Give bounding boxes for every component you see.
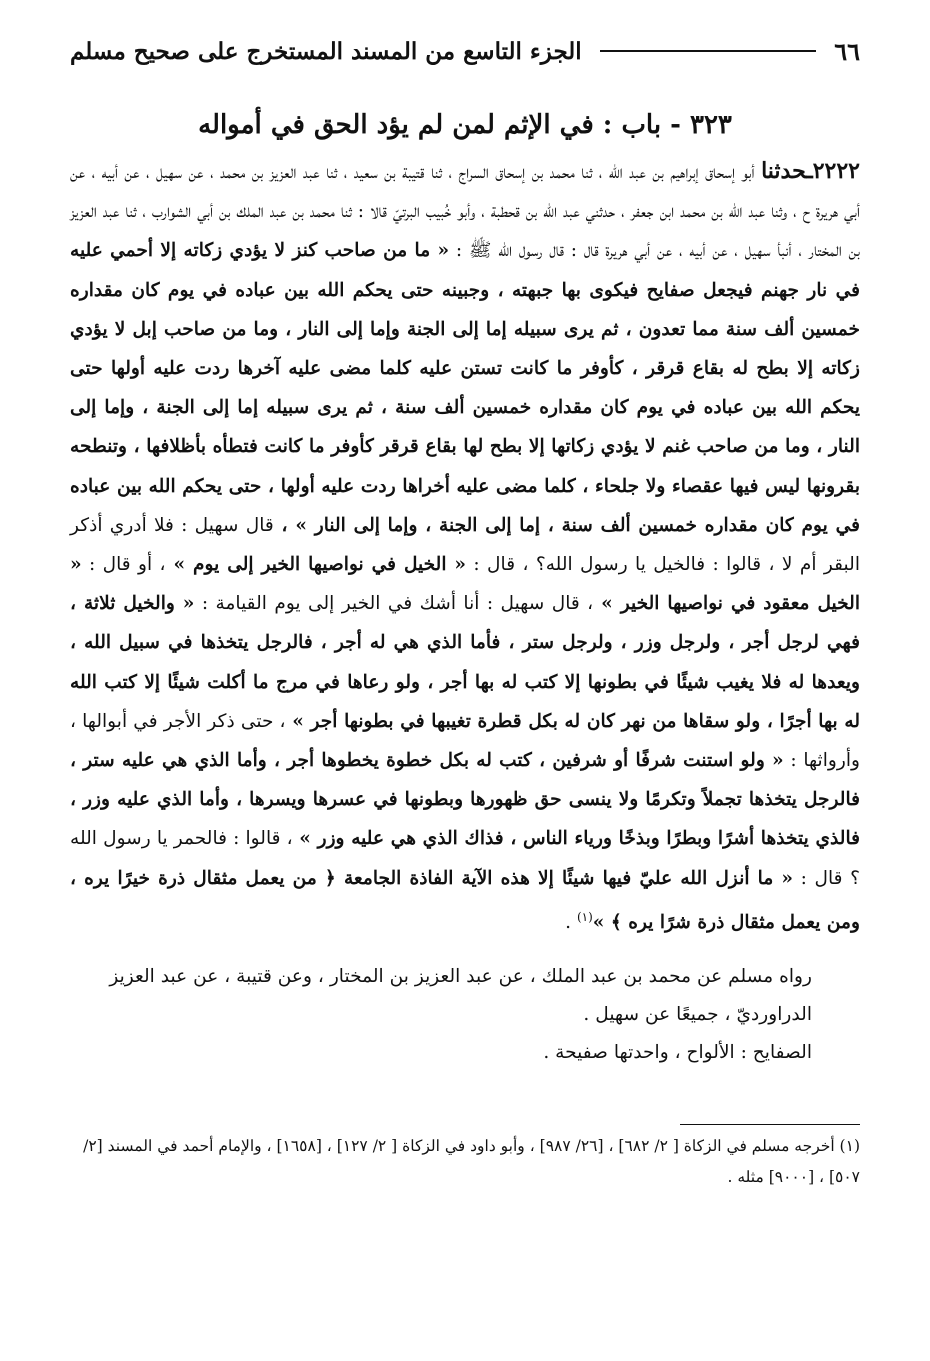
header-rule — [600, 50, 817, 52]
hadith-marker: ـحدثنا — [761, 158, 813, 184]
notes-section — [70, 958, 860, 1072]
isnad-text: أبو إسحاق إبراهيم بن عبد الله ، ثنا محمد بن إسحاق السراج ، ثنا قتيبة بن سعيد ، ثنا عبد العزيز بن محمد ، عن سهيل ، عن أبيه ، عن أبي هريرة ح ، وثنا عبد الله بن محمد ابن جعفر ، حدثني عبد الله بن قحطبة ، وأبو خُبيب البرتيّ قالا : ثنا محمد بن عبد الملك بن أبي الشوارب ، ثنا عبد العزيز بن المختار ، أنبأ سهيل ، عن أبيه ، عن أبي هريرة قال : قال رسول الله ﷺ : — [70, 162, 860, 262]
footnote-divider — [680, 1124, 860, 1125]
footnote-section — [70, 1131, 860, 1193]
chapter-title: ٣٢٣ - باب : في الإثم لمن لم يؤد الحق في أمواله — [198, 110, 732, 140]
narration-text-5: ، قالوا : فالحمر يا رسول الله ؟ قال : — [70, 828, 860, 889]
hadith-end: . — [565, 912, 577, 934]
hadith-paragraph — [70, 152, 860, 942]
matn-text-1: « ما من صاحب كنز لا يؤدي زكاته إلا أحمي عليه في نار جهنم فيجعل صفايح فيكوى بها جبهته ، وجبينه حتى يحكم الله بين عباده في يوم كان مقداره خمسين ألف سنة مما تعدون ، ثم يرى سبيله إما إلى الجنة وإما إلى النار ، وما من صاحب إبل لا يؤدي زكاته إلا بطح له بقاع قرقر ، كأوفر ما كانت تستن عليه كلما مضى عليه آخرها ردت عليه أولها حتى يحكم الله بين عباده في يوم كان مقداره خمسين ألف سنة ، ثم يرى سبيله إما إلى الجنة ، وإما إلى النار ، وما من صاحب غنم لا يؤدي زكاتها إلا بطح لها بقاع قرقر كأوفر ما كانت فتطأه بأظلافها ، وتنطحه بقرونها ليس فيها عقصاء ولا جلحاء ، كلما مضى عليه أخراها ردت عليه أولها ، حتى يحكم الله بين عباده في يوم كان مقداره خمسين ألف سنة ، إما إلى الجنة ، وإما إلى النار » ، — [70, 240, 860, 536]
matn-text-5: « ولو استنت شرفًا أو شرفين ، كتب له بكل خطوة يخطوها أجر ، وأما الذي هي عليه ستر ، فالرجل يتخذها تجملاً وتكرمًا ولا ينسى حق ظهورها وبطونها في عسرها ويسرها ، وأما الذي عليه وزر ، فالذي يتخذها أشرًا وبطرًا وبذخًا ورياء الناس ، فذاك الذي هي عليه وزر » — [70, 750, 861, 850]
narration-text-4: ، حتى ذكر الأجر في أبوالها ، وأرواثها : — [70, 710, 860, 772]
page-number: ٦٦ — [834, 36, 860, 66]
running-title: الجزء التاسع من المسند المستخرج على صحيح مسلم — [70, 37, 582, 65]
matn-text-2: « الخيل في نواصيها الخير إلى يوم » — [165, 554, 467, 576]
matn-text-4: « والخيل ثلاثة ، فهي لرجل أجر ، ولرجل وزر ، ولرجل ستر ، فأما الذي هي له أجر ، فالرجل يتخذها في سبيل الله ، ويعدها له فلا يغيب شيئًا في بطونها إلا كتب له بها أجر ، ولو رعاها في مرج ما أكلت شيئًا إلا كتب الله له بها أجرًا ، ولو سقاها من نهر كان له بكل قطرة تغيبها في بطونها أجر » — [70, 593, 860, 732]
footnote-text: (١) أخرجه مسلم في الزكاة [ ٢/ ٦٨٢] ، [٢٦/ ٩٨٧] ، وأبو داود في الزكاة [ ٢/ ١٢٧] ، [١٦٥٨] ، والإمام أحمد في المسند [٢/ ٥٠٧] ، [٩٠٠٠] مثله . — [83, 1137, 860, 1187]
running-header — [70, 28, 860, 74]
takhrij-note: رواه مسلم عن محمد بن عبد الملك ، عن عبد العزيز بن المختار ، وعن قتيبة ، عن عبد العزيز الدراورديّ ، جميعًا عن سهيل . — [109, 966, 812, 1026]
narration-text-1: قال سهيل : فلا أدري أذكر البقر أم لا ، قالوا : فالخيل يا رسول الله؟ ، قال : — [70, 514, 860, 576]
book-page — [70, 28, 860, 1338]
footnote-reference[interactable]: (١) — [576, 909, 593, 924]
narration-text-3: ، قال سهيل : أنا أشك في الخير إلى يوم القيامة : — [194, 593, 594, 615]
matn-text-6: « ما أنزل الله عليّ فيها شيئًا إلا هذه الآية الفاذة الجامعة ﴿ من يعمل مثقال ذرة خيرًا يره ، ومن يعمل مثقال ذرة شرًا يره ﴾ » — [70, 867, 860, 934]
hadith-number: ٢٢٢٢ — [812, 158, 860, 184]
matn-text-3: « الخيل معقود في نواصيها الخير » — [70, 554, 860, 615]
gloss-note: الصفايح : الألواح ، واحدتها صفيحة . — [543, 1042, 812, 1064]
narration-text-2: ، أو قال : — [81, 554, 166, 576]
